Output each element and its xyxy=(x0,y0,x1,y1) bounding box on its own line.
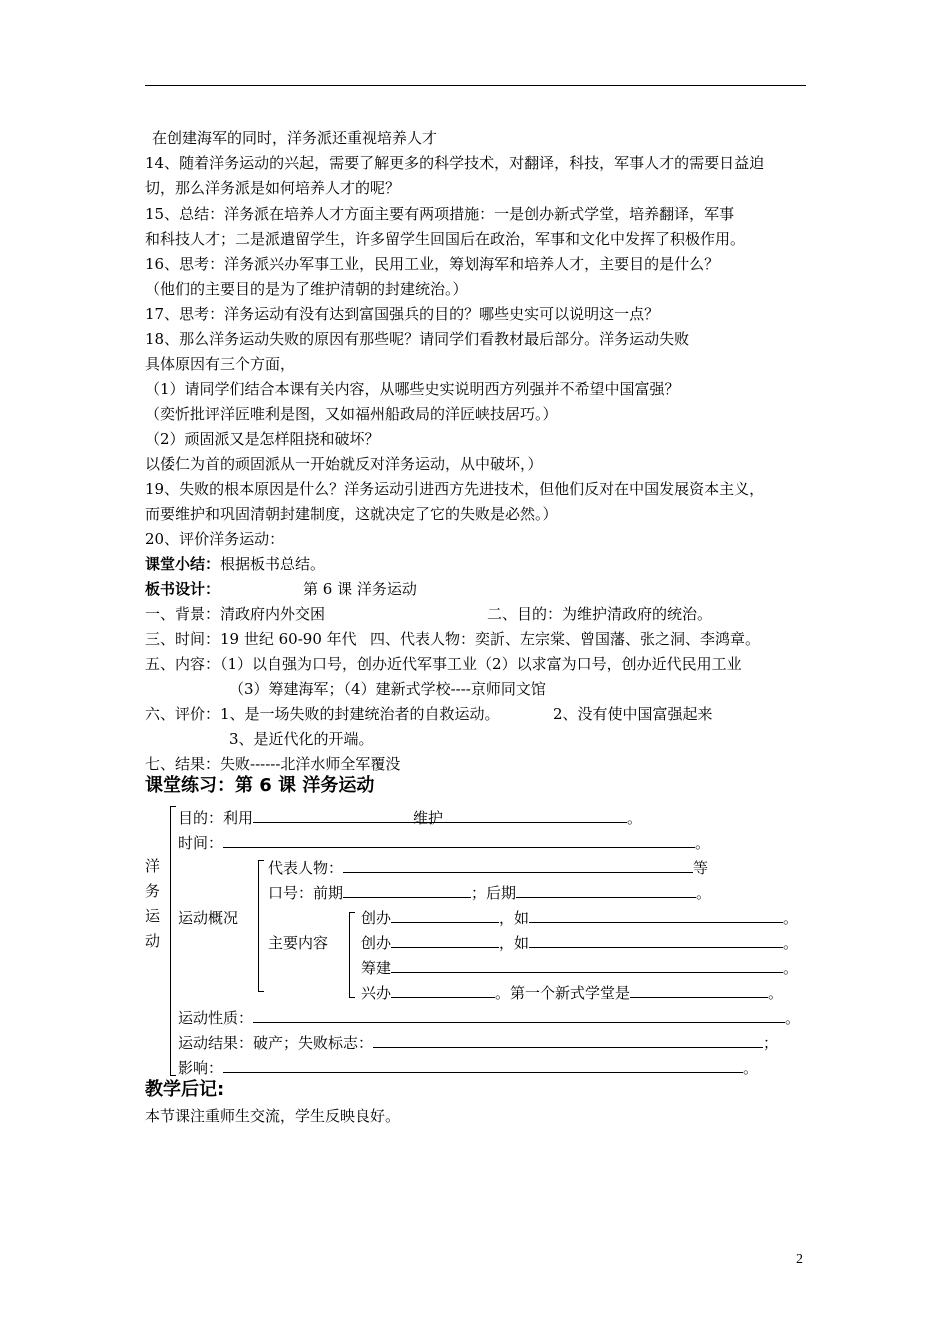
fill-blank xyxy=(391,983,495,998)
content-row xyxy=(361,933,798,953)
content-row xyxy=(361,908,798,928)
school-label: 兴办 xyxy=(361,984,392,1002)
header-rule xyxy=(145,85,806,86)
text-line: 17、思考：洋务运动有没有达到富国强兵的目的？哪些史实可以说明这一点？ xyxy=(145,305,660,323)
fill-blank xyxy=(391,933,499,948)
side-char: 动 xyxy=(145,932,161,950)
text-line: 切，那么洋务派是如何培养人才的呢？ xyxy=(145,179,401,197)
navy-label: 筹建 xyxy=(361,959,392,977)
navy-row xyxy=(361,958,798,978)
class-summary xyxy=(145,554,325,574)
text-line: （奕忻批评洋匠唯利是图，又如福州船政局的洋匠峡技居巧。） xyxy=(145,405,558,423)
board-line: 五、内容：（1）以自强为口号，创办近代军事工业（2）以求富为口号，创办近代民用工业 xyxy=(145,655,742,673)
board-line: 二、目的：为维护清政府的统治。 xyxy=(487,605,713,623)
postscript-heading: 教学后记: xyxy=(145,1079,225,1100)
purpose-label: 目的：利用 xyxy=(178,809,254,827)
example-label: ，如 xyxy=(499,909,530,927)
slogan-row xyxy=(268,883,711,903)
impact-label: 影响： xyxy=(178,1059,224,1077)
fill-blank xyxy=(223,833,695,848)
text-line: 在创建海军的同时，洋务派还重视培养人才 xyxy=(152,129,438,147)
text-line: 16、思考：洋务派兴办军事工业，民用工业，筹划海军和培养人才，主要目的是什么？ xyxy=(145,255,720,273)
text-line: 18、那么洋务运动失败的原因有那些呢？请同学们看教材最后部分。洋务运动失败 xyxy=(145,330,690,348)
fill-blank xyxy=(529,933,783,948)
school-row xyxy=(361,983,783,1003)
time-row xyxy=(178,833,710,853)
school-mid-label: 。第一个新式学堂是 xyxy=(495,984,631,1002)
fill-blank xyxy=(253,1008,785,1023)
fill-blank xyxy=(516,883,696,898)
text-line: 19、失败的根本原因是什么？洋务运动引进西方先进技术，但他们反对在中国发展资本主义， xyxy=(145,480,765,498)
main-content-label: 主要内容 xyxy=(268,934,329,952)
board-line: （3）筹建海军；（4）建新式学校----京师同文馆 xyxy=(229,680,546,698)
text-line: 20、评价洋务运动： xyxy=(145,530,285,548)
found-label: 创办 xyxy=(361,909,392,927)
text-line: 14、随着洋务运动的兴起，需要了解更多的科学技术，对翻译，科技，军事人才的需要日益迫 xyxy=(145,154,765,172)
impact-row xyxy=(178,1058,758,1078)
postscript-text: 本节课注重师生交流，学生反映良好。 xyxy=(145,1107,401,1125)
result-label: 运动结果：破产；失败标志： xyxy=(178,1034,374,1052)
board-line: 3、是近代化的开端。 xyxy=(229,730,374,748)
period: 。 xyxy=(743,1059,759,1077)
people-row xyxy=(268,858,708,878)
board-line: 七、结果：失败------北洋水师全军覆没 xyxy=(145,755,401,773)
found-label: 创办 xyxy=(361,934,392,952)
text-line: 以倭仁为首的顽固派从一开始就反对洋务运动，从中破坏，） xyxy=(145,455,543,473)
board-line: 三、时间：19 世纪 60-90 年代 xyxy=(145,630,357,648)
people-label: 代表人物： xyxy=(268,859,344,877)
summary-label: 课堂小结： xyxy=(145,555,221,573)
time-label: 时间： xyxy=(178,834,224,852)
nature-label: 运动性质： xyxy=(178,1009,254,1027)
example-label: ，如 xyxy=(499,934,530,952)
period: 。 xyxy=(785,1009,801,1027)
fill-blank xyxy=(529,908,783,923)
board-line: 一、背景：清政府内外交困 xyxy=(145,605,326,623)
period: 。 xyxy=(768,984,784,1002)
side-char: 务 xyxy=(145,882,161,900)
period: 。 xyxy=(783,934,799,952)
overview-bracket xyxy=(258,860,264,992)
text-line: 而要维护和巩固清朝封建制度，这就决定了它的失败是必然。） xyxy=(145,505,558,523)
fill-blank xyxy=(391,908,499,923)
board-label: 板书设计： xyxy=(145,580,221,598)
board-line: 六、评价：1、是一场失败的封建统治者的自救运动。 xyxy=(145,705,500,723)
purpose-row xyxy=(178,808,642,828)
nature-row xyxy=(178,1008,800,1028)
board-line: 2、没有使中国富强起来 xyxy=(553,705,713,723)
period: 。 xyxy=(627,809,643,827)
purpose-mid-label: 维护 xyxy=(413,809,444,827)
period: 。 xyxy=(695,834,711,852)
side-char: 运 xyxy=(145,907,161,925)
result-row xyxy=(178,1033,778,1053)
fill-blank xyxy=(343,858,693,873)
content-bracket xyxy=(349,912,355,998)
semicolon: ； xyxy=(763,1034,779,1052)
people-end: 等 xyxy=(693,859,709,877)
period: 。 xyxy=(783,909,799,927)
side-char: 洋 xyxy=(145,857,161,875)
page-number: 2 xyxy=(796,1252,803,1267)
period: 。 xyxy=(783,959,799,977)
slogan-late-label: ；后期 xyxy=(471,884,517,902)
fill-blank xyxy=(373,1033,763,1048)
fill-blank xyxy=(630,983,768,998)
text-line: 具体原因有三个方面， xyxy=(145,355,296,373)
board-title: 第 6 课 洋务运动 xyxy=(303,580,417,598)
period: 。 xyxy=(696,884,712,902)
text-line: （1）请同学们结合本课有关内容，从哪些史实说明西方列强并不希望中国富强？ xyxy=(145,380,680,398)
summary-text: 根据板书总结。 xyxy=(220,555,326,573)
exercise-heading: 课堂练习：第 6 课 洋务运动 xyxy=(145,775,375,796)
text-line: （2）顽固派又是怎样阻挠和破坏？ xyxy=(145,430,380,448)
purpose-blank-mid xyxy=(413,808,627,827)
slogan-label: 口号：前期 xyxy=(268,884,344,902)
text-line: 15、总结：洋务派在培养人才方面主要有两项措施：一是创办新式学堂，培养翻译，军事 xyxy=(145,205,735,223)
outer-bracket xyxy=(170,806,176,1076)
text-line: （他们的主要目的是为了维护清朝的封建统治。） xyxy=(145,280,468,298)
fill-blank xyxy=(343,883,471,898)
fill-blank xyxy=(391,958,783,973)
fill-blank xyxy=(253,808,413,823)
text-line: 和科技人才；二是派遣留学生，许多留学生回国后在政治，军事和文化中发挥了积极作用。 xyxy=(145,230,746,248)
overview-label: 运动概况 xyxy=(178,909,239,927)
board-line: 四、代表人物：奕訢、左宗棠、曾国藩、张之洞、李鸿章。 xyxy=(370,630,761,648)
fill-blank xyxy=(223,1058,743,1073)
